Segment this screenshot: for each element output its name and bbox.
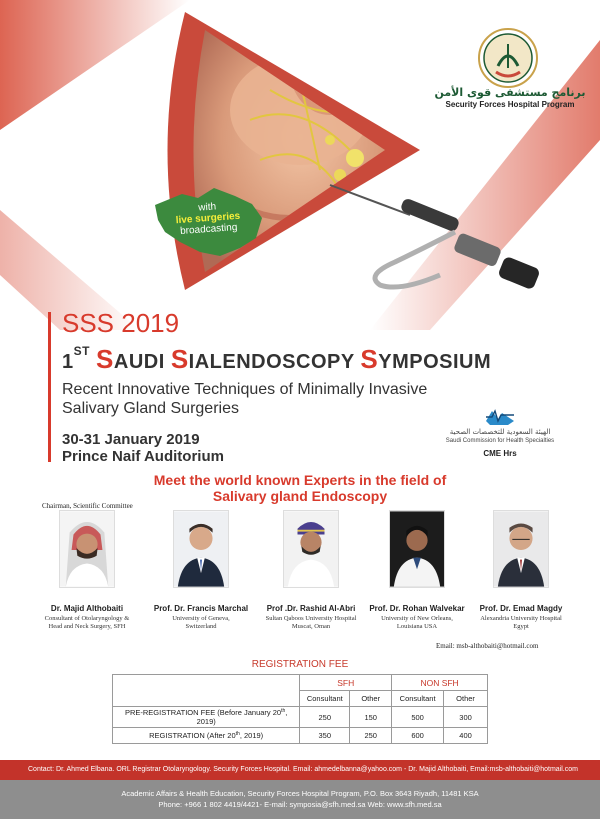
accent-bar	[48, 312, 51, 462]
fee-cell: 250	[300, 707, 350, 728]
banner-artwork	[0, 0, 600, 330]
footer-phone-web: Phone: +966 1 802 4419/4421- E-mail: symposia@sfh.med.sa Web: www.sfh.med.sa	[158, 800, 442, 809]
stripe-top-left	[0, 0, 190, 130]
event-subtitle: Recent Innovative Techniques of Minimally Invasive Salivary Gland Surgeries	[62, 381, 428, 417]
table-header-row	[113, 675, 488, 691]
header-consultant: Consultant	[392, 691, 444, 707]
chairman-label: Chairman, Scientific Committee	[42, 502, 133, 510]
event-title: 1ST SAUDI SIALENDOSCOPY SYMPOSIUM	[62, 344, 492, 374]
live-surgeries-badge: with live surgeries broadcasting	[175, 201, 241, 237]
header-other: Other	[350, 691, 392, 707]
header-consultant: Consultant	[300, 691, 350, 707]
footer	[0, 780, 600, 819]
speaker-photo	[173, 510, 229, 588]
speaker-card: Prof. Dr. Rohan Walvekar University of New Orleans, Louisiana USA	[362, 510, 472, 631]
fee-cell: 300	[444, 707, 488, 728]
contact-email: Email: msb-althobaiti@hotmail.com	[436, 642, 539, 650]
event-date-venue: 30-31 January 2019 Prince Naif Auditorium	[62, 431, 224, 465]
row-label: REGISTRATION (After 20th, 2019)	[113, 728, 300, 744]
speaker-photo	[389, 510, 445, 588]
table-corner-cell	[113, 675, 300, 707]
fee-cell: 250	[350, 728, 392, 744]
speaker-photo	[59, 510, 115, 588]
speaker-photo	[493, 510, 549, 588]
fee-cell: 600	[392, 728, 444, 744]
row-label: PRE-REGISTRATION FEE (Before January 20th, 2019)	[113, 707, 300, 728]
fee-cell: 350	[300, 728, 350, 744]
contact-bar: Contact: Dr. Ahmed Elbana. ORL Registrar Otolaryngology. Security Forces Hospital. Email: ahmedelbanna@yahoo.com - Dr. Majid Althobaiti, Email:msb-althobaiti@hotmail.com	[0, 760, 600, 780]
header-sfh: SFH	[300, 675, 392, 691]
cme-org-english: Saudi Commission for Health Specialties	[445, 438, 555, 444]
scfhs-logo-icon	[484, 405, 516, 427]
header-non-sfh: NON SFH	[392, 675, 488, 691]
speaker-card: Prof. Dr. Francis Marchal University of Geneva, Switzerland	[146, 510, 256, 631]
event-short-title: SSS 2019	[62, 308, 180, 338]
speaker-photo	[283, 510, 339, 588]
header-other: Other	[444, 691, 488, 707]
table-row	[113, 728, 488, 744]
speaker-card: Dr. Majid Althobaiti Consultant of Otolaryngology & Head and Neck Surgery, SFH	[32, 510, 142, 631]
cme-org-arabic: الهيئة السعودية للتخصصات الصحية	[449, 428, 551, 436]
cme-hours-label: CME Hrs	[483, 449, 517, 458]
logo-mark	[479, 29, 537, 87]
fee-cell: 150	[350, 707, 392, 728]
speaker-card: Prof .Dr. Rashid Al-Abri Sultan Qaboos University Hospital Muscat, Oman	[256, 510, 366, 631]
logo-arabic-name: برنامج مستشفى قوى الأمن	[434, 86, 586, 99]
speaker-card: Prof. Dr. Emad Magdy Alexandria University Hospital Egypt	[466, 510, 576, 631]
registration-fee-table	[112, 674, 488, 744]
registration-title: REGISTRATION FEE	[251, 659, 349, 670]
table-row	[113, 707, 488, 728]
fee-cell: 500	[392, 707, 444, 728]
footer-address: Academic Affairs & Health Education, Security Forces Hospital Program, P.O. Box 3643 Riyadh, 11481 KSA	[121, 789, 479, 798]
logo-english-name: Security Forces Hospital Program	[445, 100, 575, 109]
experts-heading: Meet the world known Experts in the field of Salivary gland Endoscopy	[153, 472, 447, 504]
fee-cell: 400	[444, 728, 488, 744]
